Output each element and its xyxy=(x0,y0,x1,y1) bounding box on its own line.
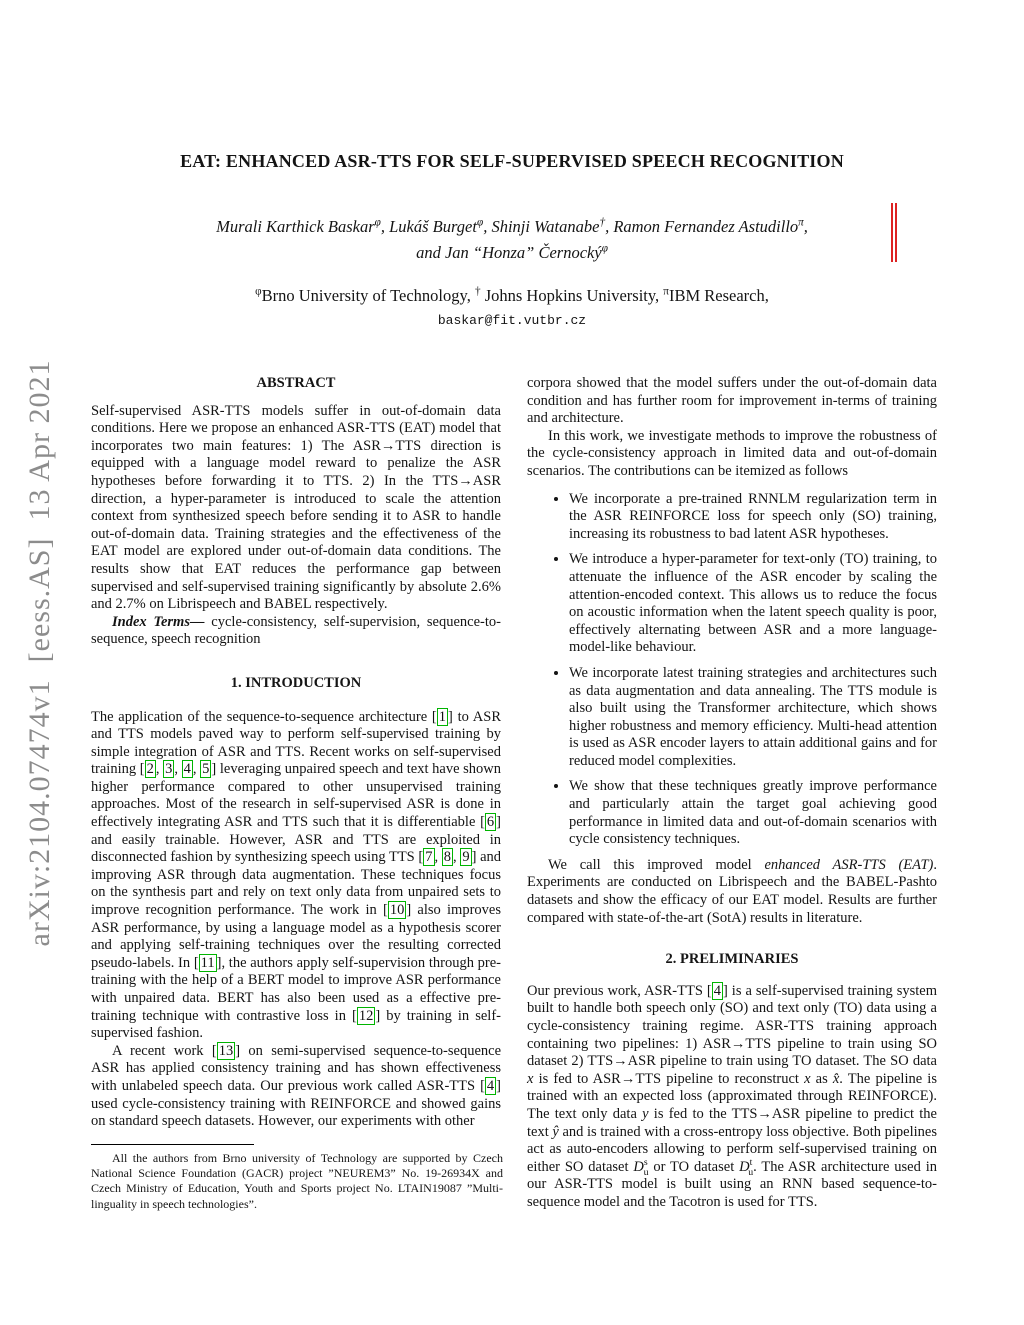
contribution-item-1: • We incorporate a pre-trained RNNLM regularization term in the ASR REINFORCE loss for speech only (SO) training, increasing its robustness to bad latent ASR hypotheses. xyxy=(569,491,937,544)
citation-link[interactable]: 4 xyxy=(486,1077,495,1094)
preliminaries-paragraph: Our previous work, ASR-TTS [ 4 ] is a self-supervised training system built to handle both speech only (SO) and text only (TO) data using a cycle-consistency training regime. ASR-TTS training approach containing two pipelines: 1) ASR→TTS pipeline to train using SO dataset 2) TTS→ASR pipeline to train using TO dataset. The SO data x is fed to ASR→TTS pipeline to reconstruct x as x̂. The pipeline is trained with an expected loss (approximated through REINFORCE). The text only data y is fed to the TTS→ASR pipeline to predict the text ŷ and is trained with a cross-entropy loss objective. Both pipelines act as auto-encoders allowing to perform self-supervised training on either SO dataset $D^s_u$ or TO dataset $D^t_u$. The ASR architecture used in our ASR-TTS model is built using an RNN based sequence-to-sequence model and the Tacotron is used for TTS. xyxy=(527,982,938,1210)
citation-link[interactable]: 4 xyxy=(183,761,191,778)
intro-paragraph-1: The application of the sequence-to-sequence architecture [ 1 ] to ASR and TTS models paved way to perform self-supervised training by simple integration of ASR and TTS. Recent works on self-supervised training [ 2 , 3 , 4 , 5 ] leveraging unpaired speech and text have shown higher performance compared to other unsupervised training approaches. Most of the research in self-supervised ASR is done in effectively integrating ASR and TTS such that it is differentiable [ 6 ] and easily trainable. However, ASR and TTS are exploited in disconnected fashion by synthesizing speech using TTS [ 7 , 8 , 9 ] and improving ASR through data augmentation. These techniques focus on the synthesis part and rely on text only data from unpaired sets to improve recognition performance. The work in [ 10 ] also improves ASR performance, by using a language model as a hypothesis scorer and applying self-training techniques over the resulting corrected pseudo-labels. In [ 11 ], the authors apply self-supervision through pre-training with the help of a BERT model to improve ASR performance with unpaired data. BERT has also been used as a effective pre-training technique with contrastive loss in [ 12 ] by training in self-supervised fashion. xyxy=(91,708,502,1042)
contribution-item-3: • We incorporate latest training strategies and architectures such as data augmentation and data annealing. The TTS module is also built using the Transformer architecture, which shows higher robustness and memory efficiency. Multi-head attention is used as ASR encoder layers to attain additional gains and for reduced model complexities. xyxy=(569,665,937,771)
footnote-rule xyxy=(91,1144,254,1145)
right-column xyxy=(527,375,937,1212)
author-line-1: Murali Karthick Baskar$^\varphi$, Lukáš Burget$^\varphi$, Shinji Watanabe†, Ramon Fernandez Astudillo$^\pi$, xyxy=(216,216,808,236)
paper-title: EAT: ENHANCED ASR-TTS FOR SELF-SUPERVISED SPEECH RECOGNITION xyxy=(180,151,844,171)
contribution-item-4: • We show that these techniques greatly improve performance and particularly attain the target goal achieving good performance in limited data and out-of-domain scenarios with cycle consistency techniques. xyxy=(569,778,937,848)
citation-link[interactable]: 10 xyxy=(389,902,405,919)
abstract-heading: ABSTRACT xyxy=(256,375,336,391)
continuation-paragraph: corpora showed that the model suffers under the out-of-domain data condition and has further room for improvement in-terms of training and architecture. xyxy=(527,375,937,427)
citation-link[interactable]: 1 xyxy=(438,708,446,725)
funding-footnote xyxy=(91,1144,503,1212)
citation-link[interactable]: 2 xyxy=(146,761,154,778)
abstract-text: Self-supervised ASR-TTS models suffer in out-of-domain data conditions. Here we propose an enhanced ASR-TTS (EAT) model that incorporates two main features: 1) The ASR→TTS direction is equipped with a language model reward to penalize the ASR hypotheses before forwarding it to TTS. 2) In the TTS→ASR direction, a hyper-parameter is introduced to scale the attention context from synthesized speech before sending it to ASR to handle out-of-domain data. Training strategies and the effectiveness of the EAT model are explored under out-of-domain data conditions. The results show that EAT reduces the performance gap between supervised and self-supervised training significantly by absolute 2.6% and 2.7% on Librispeech and BABEL respectively. xyxy=(91,402,501,613)
contact-email[interactable]: baskar@fit.vutbr.cz xyxy=(437,313,587,328)
citation-link[interactable]: 9 xyxy=(462,849,470,866)
contributions-intro-paragraph: In this work, we investigate methods to improve the robustness of the cycle-consistency approach in limited data and out-of-domain scenarios. The contributions can be itemized as follows xyxy=(527,427,937,479)
author-list xyxy=(0,214,1024,266)
section-heading-preliminaries: 2. PRELIMINARIES xyxy=(665,951,799,968)
citation-link[interactable]: 6 xyxy=(486,814,495,831)
index-terms-label: Index Terms— xyxy=(112,613,205,630)
citation-link[interactable]: 13 xyxy=(218,1042,234,1059)
citation-link[interactable]: 12 xyxy=(358,1007,374,1024)
citation-link[interactable]: 5 xyxy=(202,761,210,778)
citation-link[interactable]: 7 xyxy=(425,849,433,866)
author-line-2: and Jan “Honza” Černocký$^\varphi$ xyxy=(416,242,608,262)
footnote-text: All the authors from Brno university of Technology are supported by Czech National Science Foundation (GACR) project ”NEUREM3” No. 19-26934X and Czech Ministry of Education, Youth and Sports project No. LTAIN19087 ”Multi-linguality in speech technologies”. xyxy=(91,1151,503,1211)
intro-paragraph-2: A recent work [ 13 ] on semi-supervised sequence-to-sequence ASR has applied consistency training and has shown effectiveness with unlabeled speech data. Our previous work called ASR-TTS [ 4 ] used cycle-consistency training with REINFORCE and showed gains on standard speech datasets. However, our experiments with other xyxy=(91,1042,502,1130)
index-terms xyxy=(91,614,501,649)
section-heading-introduction: 1. INTRODUCTION xyxy=(230,674,362,691)
arxiv-watermark: arXiv:2104.07474v1 [eess.AS] 13 Apr 2021 xyxy=(23,359,56,947)
affiliations: $^\varphi$Brno University of Technology, † Johns Hopkins University, $^\pi$IBM Research, xyxy=(255,285,769,305)
citation-link[interactable]: 3 xyxy=(165,761,173,778)
eat-summary-paragraph: We call this improved model enhanced ASR-TTS (EAT). Experiments are conducted on Librispeech and the BABEL-Pashto datasets and show the efficacy of our EAT model. Results are further compared with state-of-the-art (SotA) results in literature. xyxy=(527,856,938,926)
contribution-list xyxy=(527,491,937,849)
citation-link[interactable]: 11 xyxy=(200,954,215,971)
citation-link[interactable]: 8 xyxy=(443,849,452,866)
citation-link[interactable]: 4 xyxy=(713,982,721,999)
index-terms-list: cycle-consistency, self-supervision, sequence-to-sequence, speech recognition xyxy=(91,613,501,648)
contribution-item-2: • We introduce a hyper-parameter for text-only (TO) training, to attenuate the influence of the ASR encoder by scaling the attention-encoded context. This allows us to reduce the focus on acoustic information when the latent speech quality is poor, effectively alternating between ASR and a more language-model-like behaviour. xyxy=(569,551,937,657)
left-column xyxy=(91,375,501,1131)
